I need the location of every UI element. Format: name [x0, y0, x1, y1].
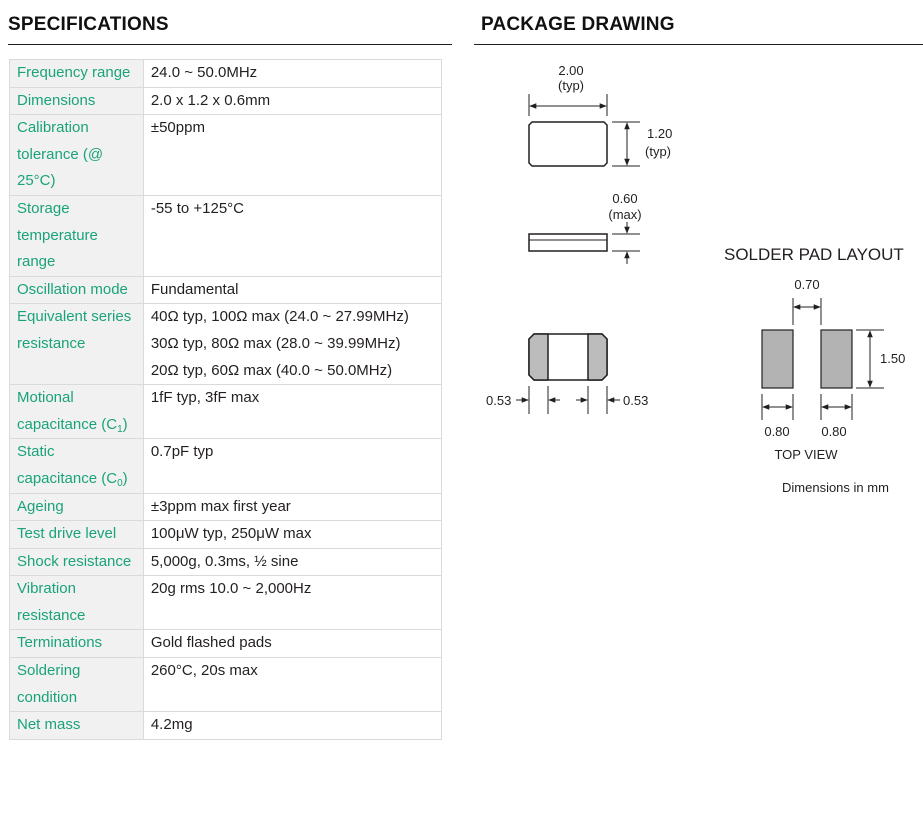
solder-pad-left — [762, 330, 793, 388]
spec-row — [10, 385, 442, 439]
spec-value-line: 40Ω typ, 100Ω max (24.0 ~ 27.99MHz) — [150, 308, 409, 326]
spec-label-text: Shock resistance — [17, 552, 132, 570]
spec-label-text: Terminations — [17, 634, 103, 652]
top-width-note: (typ) — [558, 78, 584, 93]
top-height-value: 1.20 — [647, 126, 673, 141]
spec-label — [10, 304, 144, 385]
spec-value-line: 260°C, 20s max — [150, 662, 258, 680]
spec-value — [143, 87, 441, 115]
pad-gap-dimension — [793, 298, 821, 325]
spec-value-line: Gold flashed pads — [150, 634, 272, 652]
spec-label — [10, 548, 144, 576]
spec-row — [10, 493, 442, 521]
spec-label — [10, 439, 144, 493]
spec-label-subscript: 1 — [117, 423, 123, 435]
spec-label — [10, 115, 144, 196]
spec-label-text: Soldering condition — [17, 662, 81, 706]
specifications-title: SPECIFICATIONS — [8, 14, 169, 35]
side-height-note: (max) — [608, 207, 642, 222]
top-height-note: (typ) — [645, 144, 671, 159]
spec-value — [143, 60, 441, 88]
pad-height-value: 1.50 — [880, 351, 906, 366]
spec-value — [143, 493, 441, 521]
spec-value-line: 20g rms 10.0 ~ 2,000Hz — [150, 580, 312, 598]
package-drawing-divider — [474, 44, 923, 45]
spec-label-text: Oscillation mode — [17, 280, 128, 298]
top-width-dimension — [529, 94, 607, 116]
spec-label-text: Vibration resistance — [17, 580, 86, 624]
spec-row — [10, 87, 442, 115]
spec-row — [10, 439, 442, 493]
spec-label — [10, 195, 144, 276]
spec-value — [143, 276, 441, 304]
pad-width-dimension — [762, 394, 852, 420]
spec-value — [143, 115, 441, 196]
side-view-outline — [529, 234, 607, 251]
spec-value-line: ±50ppm — [150, 119, 205, 137]
top-view-label: TOP VIEW — [774, 447, 838, 462]
solder-pad-title: SOLDER PAD LAYOUT — [724, 245, 904, 264]
spec-value — [143, 521, 441, 549]
spec-label-text: Motional capacitance (C — [17, 389, 118, 433]
solder-pad-right — [821, 330, 852, 388]
top-height-dimension — [612, 122, 640, 166]
spec-label — [10, 87, 144, 115]
spec-row — [10, 576, 442, 630]
spec-label-text: Equivalent series resistance — [17, 308, 132, 352]
spec-value-line: 24.0 ~ 50.0MHz — [150, 64, 258, 81]
bottom-pad-dimension — [516, 386, 620, 414]
package-drawing — [460, 50, 923, 510]
spec-value-line: 0.7pF typ — [150, 443, 214, 461]
spec-value-line: Fundamental — [150, 280, 239, 298]
side-height-dimension — [612, 222, 640, 264]
specifications-table — [9, 59, 442, 740]
spec-value — [143, 439, 441, 493]
spec-label — [10, 576, 144, 630]
spec-row — [10, 195, 442, 276]
bottom-left-pad-value: 0.53 — [486, 393, 512, 408]
pad-width-right-value: 0.80 — [821, 424, 847, 439]
spec-row — [10, 521, 442, 549]
package-drawing-title: PACKAGE DRAWING — [481, 14, 675, 35]
spec-label — [10, 60, 144, 88]
spec-value-line: -55 to +125°C — [150, 199, 244, 217]
spec-label — [10, 658, 144, 712]
spec-row — [10, 548, 442, 576]
spec-row — [10, 276, 442, 304]
spec-row — [10, 658, 442, 712]
top-view-outline — [529, 122, 607, 166]
spec-label — [10, 493, 144, 521]
bottom-right-pad-value: 0.53 — [623, 393, 649, 408]
top-width-value: 2.00 — [558, 63, 584, 78]
spec-label-text: Ageing — [17, 497, 64, 515]
spec-label — [10, 630, 144, 658]
spec-value-line: 20Ω typ, 60Ω max (40.0 ~ 50.0MHz) — [150, 361, 393, 379]
spec-label-text: Calibration tolerance (@ 25°C) — [17, 119, 104, 190]
side-height-value: 0.60 — [612, 191, 638, 206]
spec-label-subscript: 0 — [117, 477, 123, 489]
spec-value — [143, 304, 441, 385]
spec-label-text: Storage temperature range — [17, 199, 98, 271]
spec-label-text: Frequency range — [17, 64, 131, 81]
spec-value — [143, 195, 441, 276]
spec-label-text: Dimensions — [17, 91, 96, 109]
spec-label — [10, 276, 144, 304]
specifications-divider — [8, 44, 452, 45]
bottom-left-terminal — [529, 334, 548, 380]
spec-value-line: 4.2mg — [150, 716, 193, 734]
spec-value-line: 2.0 x 1.2 x 0.6mm — [150, 91, 271, 109]
pad-gap-value: 0.70 — [794, 277, 820, 292]
spec-value — [143, 712, 441, 740]
spec-label — [10, 712, 144, 740]
spec-row — [10, 630, 442, 658]
pad-width-left-value: 0.80 — [764, 424, 790, 439]
spec-value-line: 5,000g, 0.3ms, ½ sine — [150, 552, 299, 570]
spec-label-text: Test drive level — [17, 525, 117, 543]
solder-pads — [762, 330, 852, 388]
spec-label-end: ) — [122, 469, 128, 487]
spec-value-line: ±3ppm max first year — [150, 497, 291, 515]
spec-value — [143, 385, 441, 439]
spec-row — [10, 115, 442, 196]
spec-row — [10, 60, 442, 88]
spec-label — [10, 521, 144, 549]
spec-label — [10, 385, 144, 439]
spec-label-end: ) — [122, 415, 128, 433]
spec-value — [143, 548, 441, 576]
bottom-view-outline — [529, 334, 607, 380]
spec-value — [143, 658, 441, 712]
spec-row — [10, 304, 442, 385]
spec-value — [143, 576, 441, 630]
spec-value-line: 1fF typ, 3fF max — [150, 389, 260, 407]
spec-value-line: 30Ω typ, 80Ω max (28.0 ~ 39.99MHz) — [150, 334, 401, 352]
spec-label-text: Static capacitance (C — [17, 443, 118, 487]
bottom-right-terminal — [588, 334, 607, 380]
spec-value-line: 100μW typ, 250μW max — [150, 525, 312, 543]
spec-row — [10, 712, 442, 740]
spec-value — [143, 630, 441, 658]
spec-label-text: Net mass — [17, 716, 81, 734]
dimensions-note: Dimensions in mm — [782, 480, 889, 495]
